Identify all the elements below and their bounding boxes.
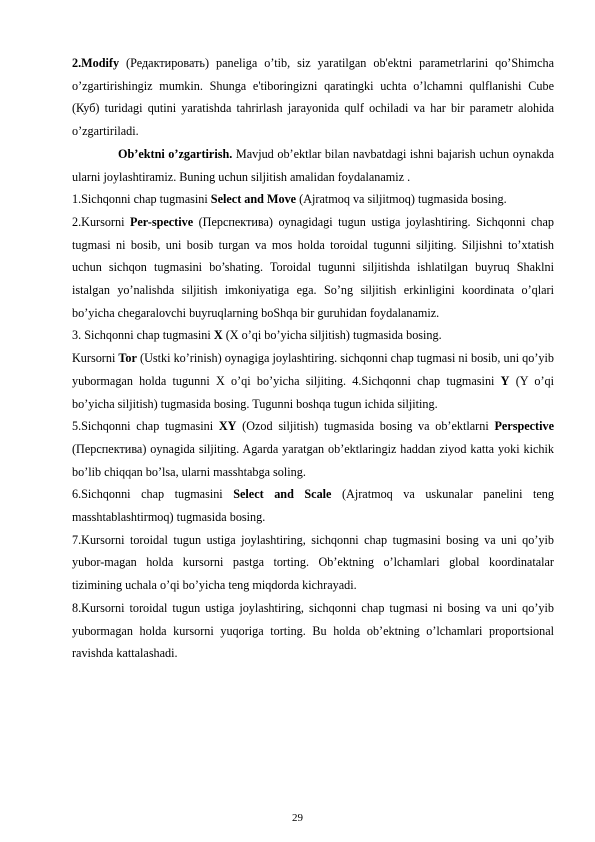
paragraph-step-7 — [72, 529, 554, 597]
text-run: (Ozod siljitish) tugmasida bosing va ob’ektlarni — [236, 419, 495, 434]
text-run: (Перспектива) oynagida siljiting. Agarda yaratgan ob’ektlaringiz haddan ziyod katta yoki kichik bo’lib chiqqan bo’lsa, ularni masshtabga soling. — [72, 441, 554, 479]
page-number: 29 — [292, 812, 303, 824]
paragraph-object-editing — [72, 143, 554, 188]
text-run: 1.Sichqonni chap tugmasini — [72, 192, 211, 207]
bold-term: Tor — [118, 351, 137, 366]
bold-term: Ob’ektni o’zgartirish. — [118, 146, 233, 161]
bold-term: 2.Modify — [72, 56, 120, 70]
bold-term: Perspective — [494, 419, 554, 434]
bold-term: Y — [500, 373, 510, 388]
bold-term: Select and Scale — [233, 487, 332, 502]
bold-term: XY — [218, 419, 237, 434]
paragraph-step-8 — [72, 597, 554, 665]
text-run: 7.Kursorni toroidal tugun ustiga joylashtiring, sichqonni chap tugmasini bosing va uni qo’yib yubor-magan holda kursorni pastga torting. Ob’ektning o’lchamlari global koordinatalar tizimining uchala o’qi bo’yicha teng miqdorda kichrayadi. — [72, 532, 554, 593]
text-run: 6.Sichqonni chap tugmasini — [72, 487, 234, 502]
bold-term: Select and Move — [210, 192, 297, 207]
paragraph-step-3 — [72, 324, 554, 347]
text-run: 5.Sichqonni chap tugmasini — [72, 419, 219, 434]
paragraph-step-3-continued — [72, 347, 554, 415]
text-run: Mavjud ob’ektlar bilan navbatdagi ishni bajarish uchun oynakda ularni joylashtiramiz. Buning uchun siljitish amalidan foydalanamiz . — [72, 146, 554, 184]
bold-term: Per-spective — [129, 214, 194, 229]
text-run: 2.Kursorni — [72, 214, 130, 229]
bold-term: X — [213, 328, 223, 343]
paragraph-modify — [72, 52, 554, 143]
text-run: (X o’qi bo’yicha siljitish) tugmasida bosing. — [222, 328, 442, 343]
text-run: 8.Kursorni toroidal tugun ustiga joylashtiring, sichqonni chap tugmasi ni bosing va uni qo’yib yubormagan holda kursorni yuqoriga torting. Bu holda ob’ektning o’lchamlari proportsional ravishda kattalashadi. — [72, 600, 554, 661]
document-body — [72, 52, 554, 665]
text-run: 3. Sichqonni chap tugmasini — [72, 328, 214, 343]
text-run: (Редактировать) paneliga o’tib, siz yaratilgan ob'ektni parametrlarini qo’Shimcha o’zgartirishingiz mumkin. Shunga e'tiboringizni qaratingki uchta o’lchamni qulflanishi Cube (Куб) turidagi qutini yaratishda tahrirlash jarayonida qulf ochiladi va har bir parametr alohida o’zgartiriladi. — [72, 56, 554, 139]
paragraph-step-2 — [72, 211, 554, 325]
paragraph-step-5 — [72, 415, 554, 483]
paragraph-step-6 — [72, 483, 554, 528]
text-run: (Y o’qi bo’yicha siljitish) tugmasida bosing. Tugunni boshqa tugun ichida siljiting. — [72, 373, 555, 411]
text-run: Kursorni — [72, 351, 119, 366]
text-run: (Ustki ko’rinish) oynagiga joylashtiring. sichqonni chap tugmasi ni bosib, uni qo’yib yubormagan holda tugunni X o’qi bo’yicha siljiting. 4.Sichqonni chap tugmasini — [72, 351, 554, 388]
text-run: (Перспектива) oynagidagi tugun ustiga joylashtiring. Sichqonni chap tugmasi ni bosib, uni bosib turgan va mos holda toroidal tugunni siljiting. Siljishni to’xtatish uchun sichqon tugmasini bo’shating. Toroidal tugunni siljitishda ishlatilgan buyruq Shaklni istalgan yo’nalishda siljitish imkoniyatiga ega. So’ng siljitish erkinligini koordinata o’qlari bo’yicha chegaralovchi buyruqlarning boShqa bir guruhidan foydalanamiz. — [72, 214, 554, 320]
paragraph-step-1 — [72, 188, 554, 211]
text-run: (Ajratmoq va uskunalar panelini teng masshtablashtirmoq) tugmasida bosing. — [72, 487, 554, 525]
text-run: (Ajratmoq va siljitmoq) tugmasida bosing. — [296, 192, 507, 207]
